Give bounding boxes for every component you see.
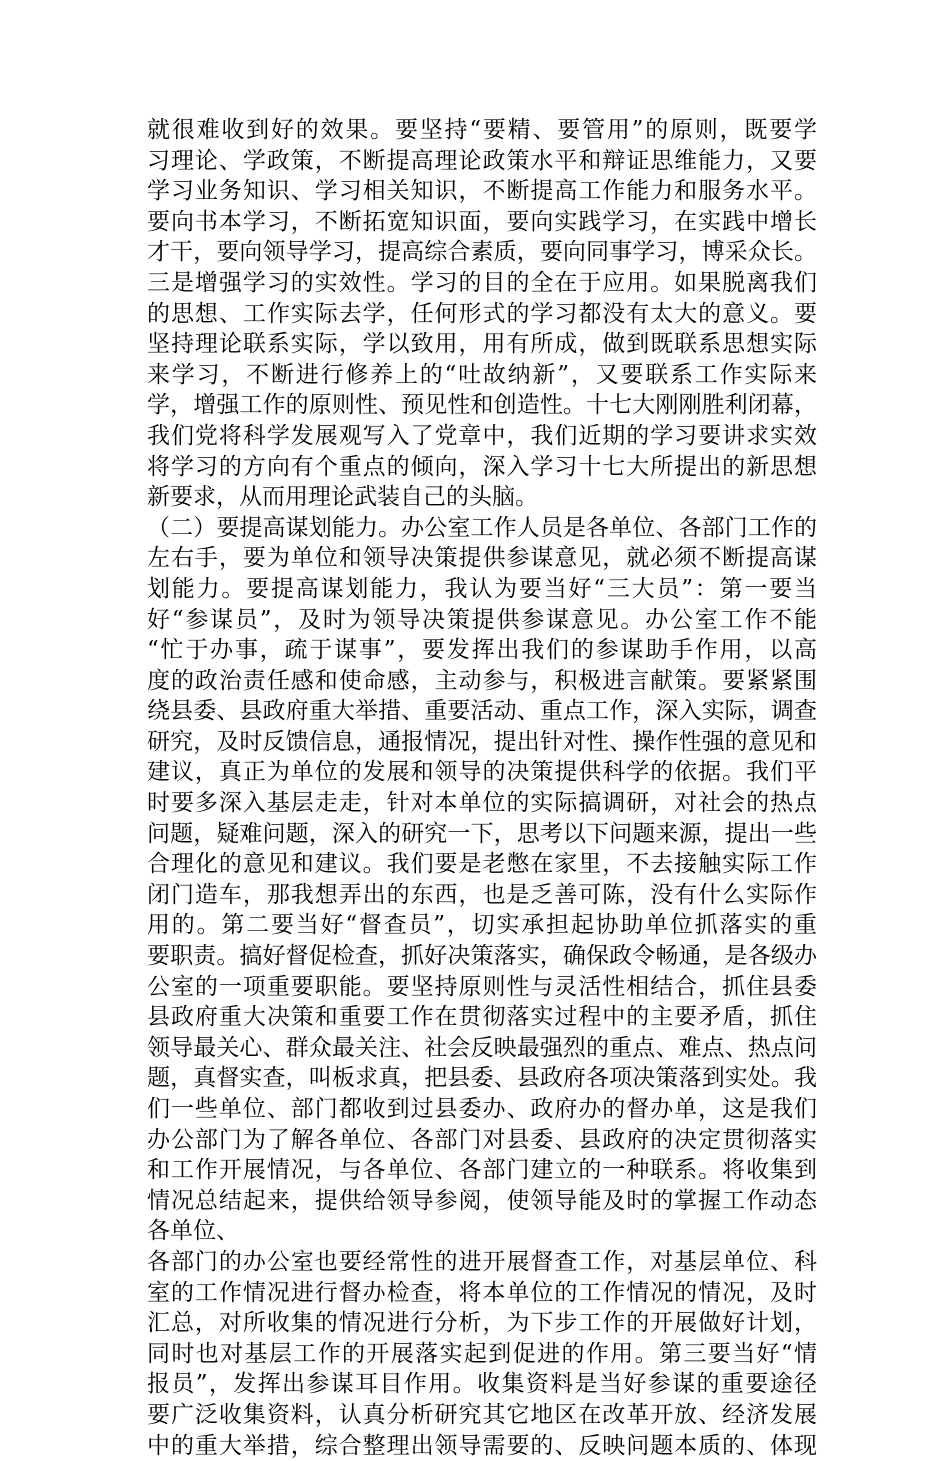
text-line: 合理化的意见和建议。我们要是老憋在家里，不去接触实际工作 <box>147 851 817 878</box>
text-line: 时要多深入基层走走，针对本单位的实际搞调研，对社会的热点 <box>147 790 817 817</box>
text-line: 习理论、学政策，不断提高理论政策水平和辩证思维能力，又要 <box>147 147 817 174</box>
text-line: 闭门造车，那我想弄出的东西，也是乏善可陈，没有什么实际作 <box>147 881 817 908</box>
text-line: （二）要提高谋划能力。办公室工作人员是各单位、各部门工作的 <box>147 514 817 541</box>
text-line: 来学习，不断进行修养上的“吐故纳新”，又要联系工作实际来 <box>147 361 817 388</box>
text-line: 坚持理论联系实际，学以致用，用有所成，做到既联系思想实际 <box>147 331 817 358</box>
text-line: 划能力。要提高谋划能力，我认为要当好“三大员”：第一要当 <box>147 575 817 602</box>
text-line: 三是增强学习的实效性。学习的目的全在于应用。如果脱离我们 <box>147 269 817 296</box>
text-line: 度的政治责任感和使命感，主动参与，积极进言献策。要紧紧围 <box>147 667 817 694</box>
text-line: 汇总，对所收集的情况进行分析，为下步工作的开展做好计划， <box>147 1310 817 1337</box>
text-line: 领导最关心、群众最关注、社会反映最强烈的重点、难点、热点问 <box>147 1034 817 1061</box>
text-line: 就很难收到好的效果。要坚持“要精、要管用”的原则，既要学 <box>147 117 817 143</box>
text-line: 学，增强工作的原则性、预见性和创造性。十七大刚刚胜利闭幕， <box>147 392 817 419</box>
text-line: 将学习的方向有个重点的倾向，深入学习十七大所提出的新思想 <box>147 453 817 480</box>
document-page <box>147 115 817 1461</box>
text-line: 要向书本学习，不断拓宽知识面，要向实践学习，在实践中增长 <box>147 208 817 235</box>
text-line: 同时也对基层工作的开展落实起到促进的作用。第三要当好“情 <box>147 1340 817 1367</box>
text-line: 要广泛收集资料，认真分析研究其它地区在改革开放、经济发展 <box>147 1401 817 1428</box>
text-line: 我们党将科学发展观写入了党章中，我们近期的学习要讲求实效 <box>147 422 817 449</box>
text-line: 各部门的办公室也要经常性的进开展督查工作，对基层单位、科 <box>147 1248 817 1275</box>
text-line: 们一些单位、部门都收到过县委办、政府办的督办单，这是我们 <box>147 1096 817 1122</box>
text-line: 绕县委、县政府重大举措、重要活动、重点工作，深入实际，调查 <box>147 698 817 725</box>
text-line: 用的。第二要当好“督查员”，切实承担起协助单位抓落实的重 <box>147 912 817 939</box>
text-line: 学习业务知识、学习相关知识，不断提高工作能力和服务水平。 <box>147 178 817 205</box>
text-line: “忙于办事，疏于谋事”，要发挥出我们的参谋助手作用，以高 <box>147 637 817 664</box>
text-line: 问题，疑难问题，深入的研究一下，思考以下问题来源，提出一些 <box>147 820 817 847</box>
text-line: 才干，要向领导学习，提高综合素质，要向同事学习，博采众长。 <box>147 239 817 266</box>
text-line: 左右手，要为单位和领导决策提供参谋意见，就必须不断提高谋 <box>147 545 817 572</box>
text-line: 情况总结起来，提供给领导参阅，使领导能及时的掌握工作动态 <box>147 1187 817 1214</box>
text-line: 题，真督实查，叫板求真，把县委、县政府各项决策落到实处。我 <box>147 1065 817 1092</box>
text-line: 建议，真正为单位的发展和领导的决策提供科学的依据。我们平 <box>147 759 817 786</box>
text-line: 公室的一项重要职能。要坚持原则性与灵活性相结合，抓住县委 <box>147 973 817 1000</box>
text-line: 和工作开展情况，与各单位、各部门建立的一种联系。将收集到 <box>147 1157 817 1184</box>
text-line: 县政府重大决策和重要工作在贯彻落实过程中的主要矛盾，抓住 <box>147 1004 817 1031</box>
text-line: 报员”，发挥出参谋耳目作用。收集资料是当好参谋的重要途径 <box>147 1371 817 1398</box>
text-line: 好“参谋员”，及时为领导决策提供参谋意见。办公室工作不能 <box>147 606 817 633</box>
text-line: 的思想、工作实际去学，任何形式的学习都没有太大的意义。要 <box>147 300 817 327</box>
text-line: 室的工作情况进行督办检查，将本单位的工作情况的情况，及时 <box>147 1279 817 1306</box>
text-line: 要职责。搞好督促检查，抓好决策落实，确保政令畅通，是各级办 <box>147 943 817 970</box>
text-line: 各单位、 <box>147 1218 239 1245</box>
text-line: 研究，及时反馈信息，通报情况，提出针对性、操作性强的意见和 <box>147 728 817 755</box>
text-line: 办公部门为了解各单位、各部门对县委、县政府的决定贯彻落实 <box>147 1126 817 1153</box>
text-line: 中的重大举措，综合整理出领导需要的、反映问题本质的、体现 <box>147 1432 817 1459</box>
text-line: 新要求，从而用理论武装自己的头脑。 <box>147 484 538 511</box>
